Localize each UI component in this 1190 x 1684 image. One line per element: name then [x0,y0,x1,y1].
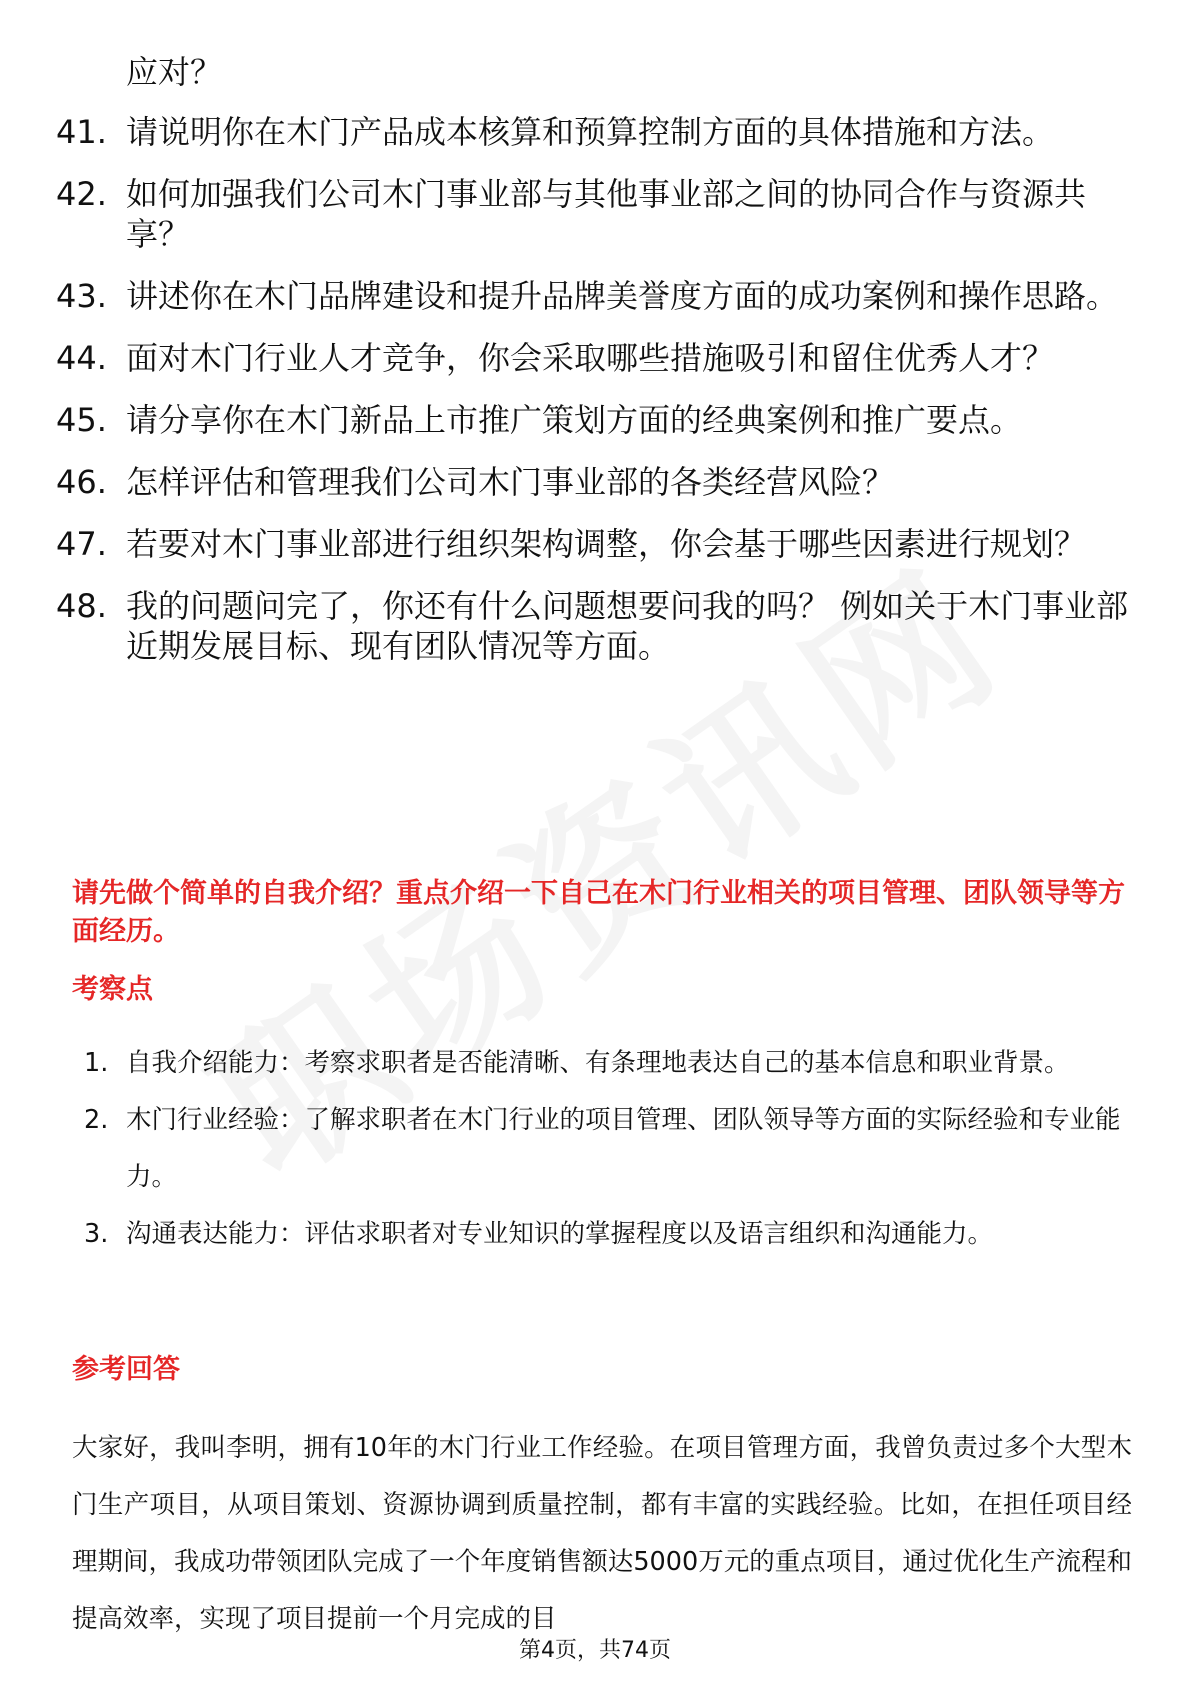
exam-point-number: 2. [84,1105,109,1135]
question-item [56,112,1136,152]
question-text: 请分享你在木门新品上市推广策划方面的经典案例和推广要点。 [126,401,1023,439]
question-number: 41. [56,113,107,151]
exam-point-item [84,1035,1136,1092]
page-footer: 第4页，共74页 [519,1638,671,1663]
question-text: 面对木门行业人才竞争，你会采取哪些措施吸引和留住优秀人才？ [126,339,1055,377]
question-number: 43. [56,277,107,315]
question-item [56,276,1136,316]
question-list [56,112,1136,688]
question-number: 48. [56,587,107,625]
reference-answer-heading: 参考回答 [72,1354,180,1385]
question-item [56,524,1136,564]
exam-points-list [84,1035,1136,1263]
exam-point-number: 1. [84,1048,109,1078]
question-text: 讲述你在木门品牌建设和提升品牌美誉度方面的成功案例和操作思路。 [126,277,1119,315]
question-text: 若要对木门事业部进行组织架构调整，你会基于哪些因素进行规划？ [126,525,1087,563]
question-number: 45. [56,401,107,439]
exam-points-heading: 考察点 [72,974,153,1005]
question-number: 42. [56,175,107,213]
question-item [56,400,1136,440]
question-item [56,174,1136,254]
exam-point-number: 3. [84,1219,109,1249]
question-text: 如何加强我们公司木门事业部与其他事业部之间的协同合作与资源共享？ [126,175,1087,253]
exam-point-item [84,1206,1136,1263]
exam-point-text: 木门行业经验：了解求职者在木门行业的项目管理、团队领导等方面的实际经验和专业能力。 [126,1105,1121,1192]
reference-answer-text: 大家好，我叫李明，拥有10年的木门行业工作经验。在项目管理方面，我曾负责过多个大型木门生产项目，从项目策划、资源协调到质量控制，都有丰富的实践经验。比如，在担任项目经理期间，我成功带领团队完成了一个年度销售额达5000万元的重点项目，通过优化生产流程和提高效率，实现了项目提前一个月完成的目 [72,1433,1132,1634]
exam-point-item [84,1092,1136,1206]
section-question-heading: 请先做个简单的自我介绍？重点介绍一下自己在木门行业相关的项目管理、团队领导等方面经历。 [72,878,1125,947]
exam-point-text: 自我介绍能力：考察求职者是否能清晰、有条理地表达自己的基本信息和职业背景。 [126,1048,1070,1078]
question-number: 46. [56,463,107,501]
question-number: 44. [56,339,107,377]
question-item [56,338,1136,378]
question-text: 请说明你在木门产品成本核算和预算控制方面的具体措施和方法。 [126,113,1055,151]
question-continuation: 应对？ [126,53,223,91]
question-item [56,462,1136,502]
question-item [56,586,1136,666]
exam-point-text: 沟通表达能力：评估求职者对专业知识的掌握程度以及语言组织和沟通能力。 [126,1219,994,1249]
question-text: 怎样评估和管理我们公司木门事业部的各类经营风险？ [126,463,895,501]
question-text: 我的问题问完了，你还有什么问题想要问我的吗？ 例如关于木门事业部近期发展目标、现有团队情况等方面。 [126,587,1129,665]
question-number: 47. [56,525,107,563]
